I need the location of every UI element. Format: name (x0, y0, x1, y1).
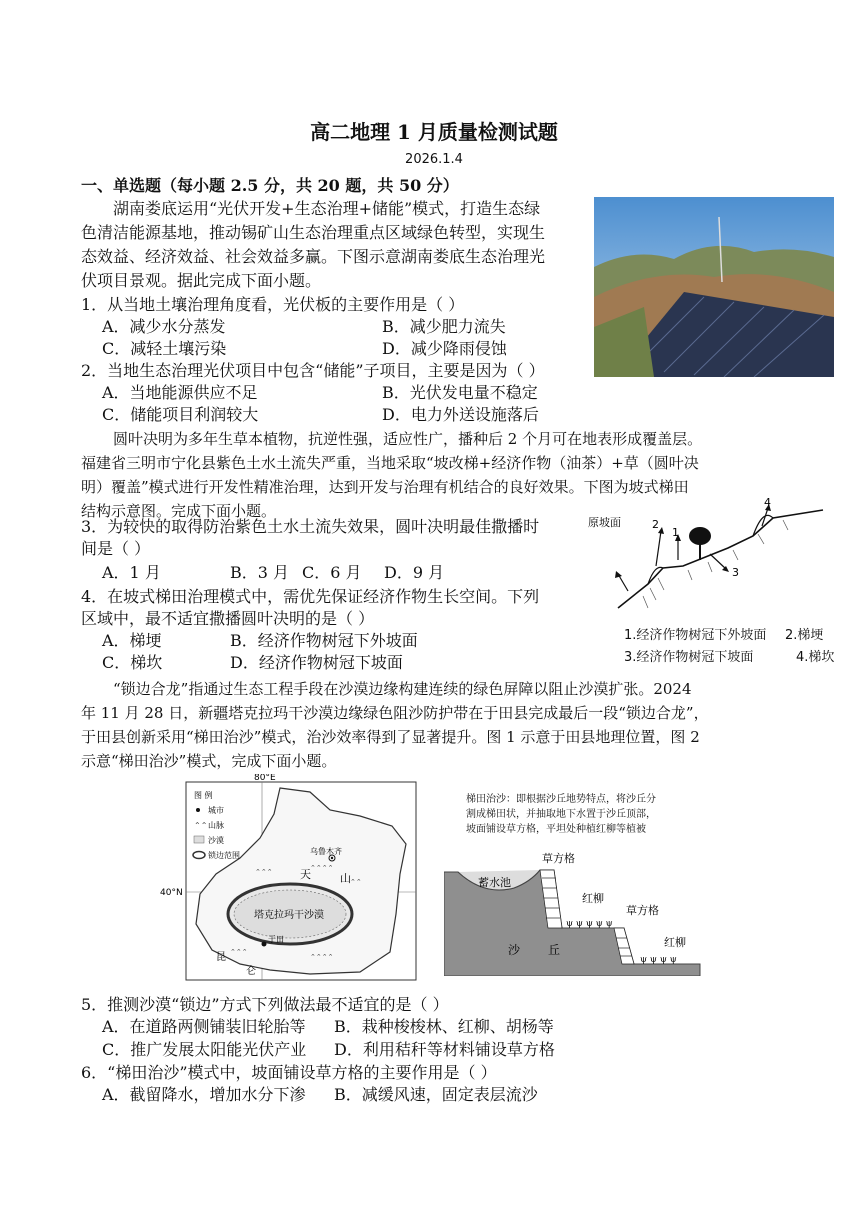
terrace-caption-1: 1.经济作物树冠下外坡面 (624, 628, 767, 643)
q3-option-b: B．3 月 (230, 563, 290, 582)
q2-stem: 2．当地生态治理光伏项目中包含“储能”子项目，主要是因为（ ） (81, 361, 545, 380)
sand-note-line1: 梯田治沙：即根据沙丘地势特点，将沙丘分 (466, 794, 656, 805)
intro2-line3: 明）覆盖”模式进行开发性精准治理，达到开发与治理有机结合的良好效果。下图为坡式梯田 (81, 478, 689, 496)
intro3-line2: 年 11 月 28 日，新疆塔克拉玛干沙漠边缘绿色阻沙防护带在于田县完成最后一段“锁边合龙”， (81, 704, 709, 722)
sand-note-line3: 坡面铺设草方格，平坦处种植红柳等植被 (466, 824, 646, 835)
terrace-label-slope: 原坡面 (588, 516, 621, 529)
q1-stem: 1．从当地土壤治理角度看，光伏板的主要作用是（ ） (81, 295, 465, 314)
q3-option-a: A．1 月 (102, 563, 161, 582)
solar-farm-photo (594, 197, 834, 377)
q3-stem-line1: 3．为较快的取得防治紫色土水土流失效果，圆叶决明最佳撒播时 (81, 517, 540, 536)
svg-text:⌃⌃: ⌃⌃ (194, 821, 208, 830)
q5-stem: 5．推测沙漠“锁边”方式下列做法最不适宜的是（ ） (81, 995, 449, 1014)
q2-option-b: B．光伏发电量不稳定 (382, 383, 538, 402)
q3-stem-line2: 间是（ ） (81, 539, 151, 558)
terrace-label-4: 4 (764, 496, 771, 509)
exam-date: 2026.1.4 (405, 152, 463, 167)
terrace-caption-3: 3.经济作物树冠下坡面 (624, 650, 754, 665)
intro1-line4: 伏项目景观。据此完成下面小题。 (81, 271, 322, 290)
q4-option-c: C．梯坎 (102, 653, 163, 672)
sand-label-pool: 蓄水池 (478, 876, 511, 889)
map-label-desert: 塔克拉玛干沙漠 (254, 910, 324, 921)
q2-option-c: C．储能项目利润较大 (102, 405, 259, 424)
sand-note-line2: 割成梯田状，并抽取地下水置于沙丘顶部， (466, 809, 656, 820)
page-title: 高二地理 1 月质量检测试题 (310, 120, 558, 144)
svg-text:⌃⌃: ⌃⌃ (350, 878, 362, 886)
xinjiang-map (160, 774, 420, 984)
map-label-kun: 昆 (216, 952, 226, 963)
q5-option-b: B．栽种梭梭林、红柳、胡杨等 (334, 1017, 554, 1036)
svg-text:ψ ψ ψ ψ: ψ ψ ψ ψ (640, 955, 677, 965)
section-heading: 一、单选题（每小题 2.5 分，共 20 题，共 50 分） (81, 176, 459, 195)
q1-option-c: C．减轻土壤污染 (102, 339, 227, 358)
map-legend-mountain: 山脉 (208, 821, 224, 830)
terrace-caption-4: 4.梯坎 (796, 650, 835, 665)
q1-option-b: B．减少肥力流失 (382, 317, 506, 336)
q1-option-a: A．减少水分蒸发 (102, 317, 226, 336)
map-legend-city: 城市 (208, 806, 224, 815)
terrace-label-2: 2 (652, 518, 659, 531)
sand-label-grid2: 草方格 (626, 904, 659, 917)
map-city-yutian: 于田 (268, 935, 284, 944)
map-legend-desert: 沙漠 (208, 836, 224, 845)
terrace-label-1: 1 (672, 526, 679, 539)
terrace-label-3: 3 (732, 566, 739, 579)
svg-text:⌃⌃⌃⌃: ⌃⌃⌃⌃ (310, 864, 334, 872)
intro1-line2: 色清洁能源基地，推动锡矿山生态治理重点区域绿色转型，实现生 (81, 223, 546, 242)
sand-label-tamarisk1: 红柳 (582, 892, 604, 905)
map-label-lun: 仑 (246, 966, 256, 977)
svg-text:⌃⌃⌃: ⌃⌃⌃ (230, 948, 248, 956)
q2-option-d: D．电力外送设施落后 (382, 405, 539, 424)
sand-terrace-diagram (444, 848, 708, 976)
intro3-line4: 示意“梯田治沙”模式，完成下面小题。 (81, 752, 337, 770)
q4-stem-line2: 区域中，最不适宜撒播圆叶决明的是（ ） (81, 609, 375, 628)
q2-option-a: A．当地能源供应不足 (102, 383, 258, 402)
q3-option-c: C．6 月 (302, 563, 362, 582)
sand-label-dune: 丘 (548, 943, 561, 957)
intro1-line3: 态效益、经济效益、社会效益多赢。下图示意湖南娄底生态治理光 (81, 247, 546, 266)
q1-option-d: D．减少降雨侵蚀 (382, 339, 507, 358)
q5-option-c: C．推广发展太阳能光伏产业 (102, 1040, 307, 1059)
map-label-tian: 天 (300, 868, 311, 881)
sand-label-tamarisk2: 红柳 (664, 936, 686, 949)
intro2-line4: 结构示意图。完成下面小题。 (81, 502, 277, 520)
intro3-line1: “锁边合龙”指通过生态工程手段在沙漠边缘构建连续的绿色屏障以阻止沙漠扩张。2024 (113, 680, 692, 698)
map-lat-label: 40°N (160, 888, 183, 898)
terrace-caption-2: 2.梯埂 (785, 628, 824, 643)
q4-stem-line1: 4．在坡式梯田治理模式中，需优先保证经济作物生长空间。下列 (81, 587, 540, 606)
map-legend-title: 图 例 (194, 791, 213, 800)
q5-option-a: A．在道路两侧铺装旧轮胎等 (102, 1017, 306, 1036)
map-legend-lock: 锁边范围 (208, 851, 240, 860)
intro1-line1: 湖南娄底运用“光伏开发+生态治理+储能”模式，打造生态绿 (113, 199, 541, 218)
svg-text:ψ ψ ψ ψ ψ: ψ ψ ψ ψ ψ (566, 919, 613, 929)
intro2-line1: 圆叶决明为多年生草本植物，抗逆性强，适应性广，播种后 2 个月可在地表形成覆盖层。 (113, 430, 703, 448)
map-lon-label: 80°E (254, 774, 276, 783)
intro2-line2: 福建省三明市宁化县紫色土水土流失严重，当地采取“坡改梯+经济作物（油茶）+草（圆叶决 (81, 454, 699, 472)
q5-option-d: D．利用秸秆等材料铺设草方格 (334, 1040, 555, 1059)
map-label-shan: 山 (340, 872, 351, 885)
q4-option-d: D．经济作物树冠下坡面 (230, 653, 403, 672)
q6-stem: 6．“梯田治沙”模式中，坡面铺设草方格的主要作用是（ ） (81, 1063, 497, 1082)
sand-label-sand: 沙 (508, 943, 521, 957)
svg-text:⌃⌃⌃: ⌃⌃⌃ (255, 868, 273, 876)
q3-option-d: D．9 月 (384, 563, 445, 582)
svg-text:⌃⌃⌃⌃: ⌃⌃⌃⌃ (310, 953, 334, 961)
q4-option-b: B．经济作物树冠下外坡面 (230, 631, 418, 650)
sand-label-grid1: 草方格 (542, 852, 575, 865)
q4-option-a: A．梯埂 (102, 631, 162, 650)
q6-option-b: B．减缓风速，固定表层流沙 (334, 1085, 538, 1104)
map-city-urumqi: 乌鲁木齐 (310, 847, 342, 856)
q6-option-a: A．截留降水，增加水分下渗 (102, 1085, 306, 1104)
intro3-line3: 于田县创新采用“梯田治沙”模式，治沙效率得到了显著提升。图 1 示意于田县地理位置，图 2 (81, 728, 700, 746)
terrace-diagram (588, 496, 838, 621)
